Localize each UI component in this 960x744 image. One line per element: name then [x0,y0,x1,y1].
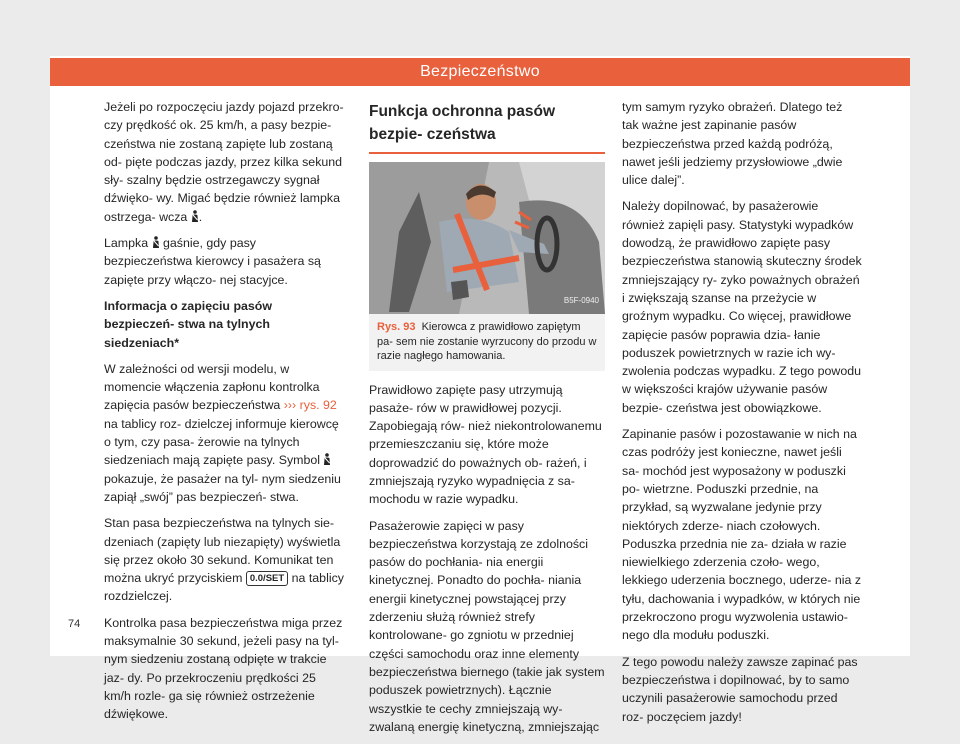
set-button-symbol: 0.0/SET [246,571,288,586]
figure-number: Rys. 93 [377,321,416,333]
paragraph: Z tego powodu należy zawsze zapinać pas bezpieczeństwa i dopilnować, by to samo uczynili pasażerowie samochodu przed roz- poczęciem jazdy! [622,654,858,724]
column-left [104,98,344,732]
seatbelt-warning-icon [323,453,331,465]
figure-reference-link[interactable]: rys. 92 [299,398,337,413]
figure-driver-seatbelt [369,162,605,314]
paragraph: Prawidłowo zapięte pasy utrzymują pasaże- rów w prawidłowej pozycji. Zapobiegają rów- nież niekontrolowanemu przemieszczaniu się, które może doprowadzić do poważnych ob- rażeń, i zmniejszają ryzyko wypadnięcia z sa- mochodu w razie wypadku. [369,382,602,507]
paragraph: tym samym ryzyko obrażeń. Dlatego też tak ważne jest zapinanie pasów bezpieczeństwa przed każdą podróżą, nawet jeśli jedziemy przysłowiowe „dwie ulice dalej”. [622,100,843,188]
column-right [622,98,862,734]
paragraph: Jeżeli po rozpoczęciu jazdy pojazd przekro- czy prędkość ok. 25 km/h, a pasy bezpie- czeństwa nie zostaną zapięte lub zostaną od- pięte podczas jazdy, przez kilka sekund sły- szalny będzie ostrzegawczy sygnał dźwięko- wy. Migać będzie również lampka ostrzega- wcza . [104,100,344,224]
paragraph: Stan pasa bezpieczeństwa na tylnych sie- dzeniach (zapięty lub niezapięty) wyświetla się przez około 30 sekund. Komunikat ten można ukryć przyciskiem 0.0/SET na tablicy rozdzielczej. [104,516,344,604]
subsection-heading: Informacja o zapięciu pasów bezpieczeń- stwa na tylnych siedzeniach* [104,298,273,350]
page-number: 74 [68,618,81,630]
paragraph: Lampka gaśnie, gdy pasy bezpieczeństwa kierowcy i pasażera są zapięte przy włączo- nej stacyjce. [104,236,321,287]
paragraph: Kontrolka pasa bezpieczeństwa miga przez maksymalnie 30 sekund, jeżeli pasy na tyl- nym siedzeniu zostaną odpięte w trakcie jaz- dy. Po przekroczeniu prędkości 25 km/h rozle- ga się również ostrzeżenie dźwiękowe. [104,615,343,722]
paragraph: Należy dopilnować, by pasażerowie również zapięli pasy. Statystyki wypadków dowodzą, że prawidłowo zapięte pasy bezpieczeństwa stanowią skuteczny środek zmniejszający ry- zyko poważnych obrażeń i zwiększają szanse na przeżycie w groźnym wypadku. Co więcej, prawidłowe zapięcie pasów poprawia dzia- łanie poduszek powietrznych w razie ich wy- zwolenia podczas wypadku. Z tego powodu w większości krajów używanie pasów bezpie- czeństwa jest obowiązkowe. [622,199,862,415]
seatbelt-warning-icon [152,236,160,248]
figure-code: B5F-0940 [563,295,599,305]
reference-arrow-icon: ››› [283,398,297,413]
caption-text: Kierowca z prawidłowo zapiętym pa- sem nie zostanie wyrzucony do przodu w razie nagłego hamowania. [377,321,597,362]
page-header: Bezpieczeństwo [50,58,910,86]
section-title: Funkcja ochronna pasów bezpie- czeństwa [369,100,605,154]
paragraph: Zapinanie pasów i pozostawanie w nich na czas podróży jest konieczne, nawet jeśli sa- mochód jest wyposażony w poduszki po- wietrzne. Poduszki przednie, na przykład, są wyzwalane jedynie przy niektórych zderze- niach czołowych. Poduszka przednia nie za- działa w razie niewielkiego zderzenia czoło- wego, lekkiego uderzenia bocznego, uderze- nia z tyłu, dachowania i wypadków, w których nie przekroczono progu wyzwolenia ustawio- nego dla modułu poduszki. [622,427,862,643]
paragraph: W zależności od wersji modelu, w momencie włączenia zapłonu kontrolka zapięcia pasów bezpieczeństwa ››› rys. 92 na tablicy roz- dzielczej informuje kierowcę o tym, czy pasa- żerowie na tylnych siedzeniach mają zapięte pasy. Symbol pokazuje, że pasażer na tyl- nym siedzeniu zapiął „swój” pas bezpieczeń- stwa. [104,361,341,504]
figure-caption [369,314,605,371]
column-middle [369,100,605,744]
paragraph: Pasażerowie zapięci w pasy bezpieczeństwa korzystają ze zdolności pasów do pochłania- nia energii kinetycznej. Ponadto do pochła- niania energii kinetycznej powstającej przy zderzeniu służą również strefy kontrolowane- go zgniotu w przedniej części samochodu oraz inne elementy bezpieczeństwa biernego (takie jak system poduszek powietrznych). Łącznie wszystkie te cechy zmniejszają wy- zwalaną energię kinetyczną, zmniejszając [369,518,605,734]
seatbelt-warning-icon [191,210,199,222]
